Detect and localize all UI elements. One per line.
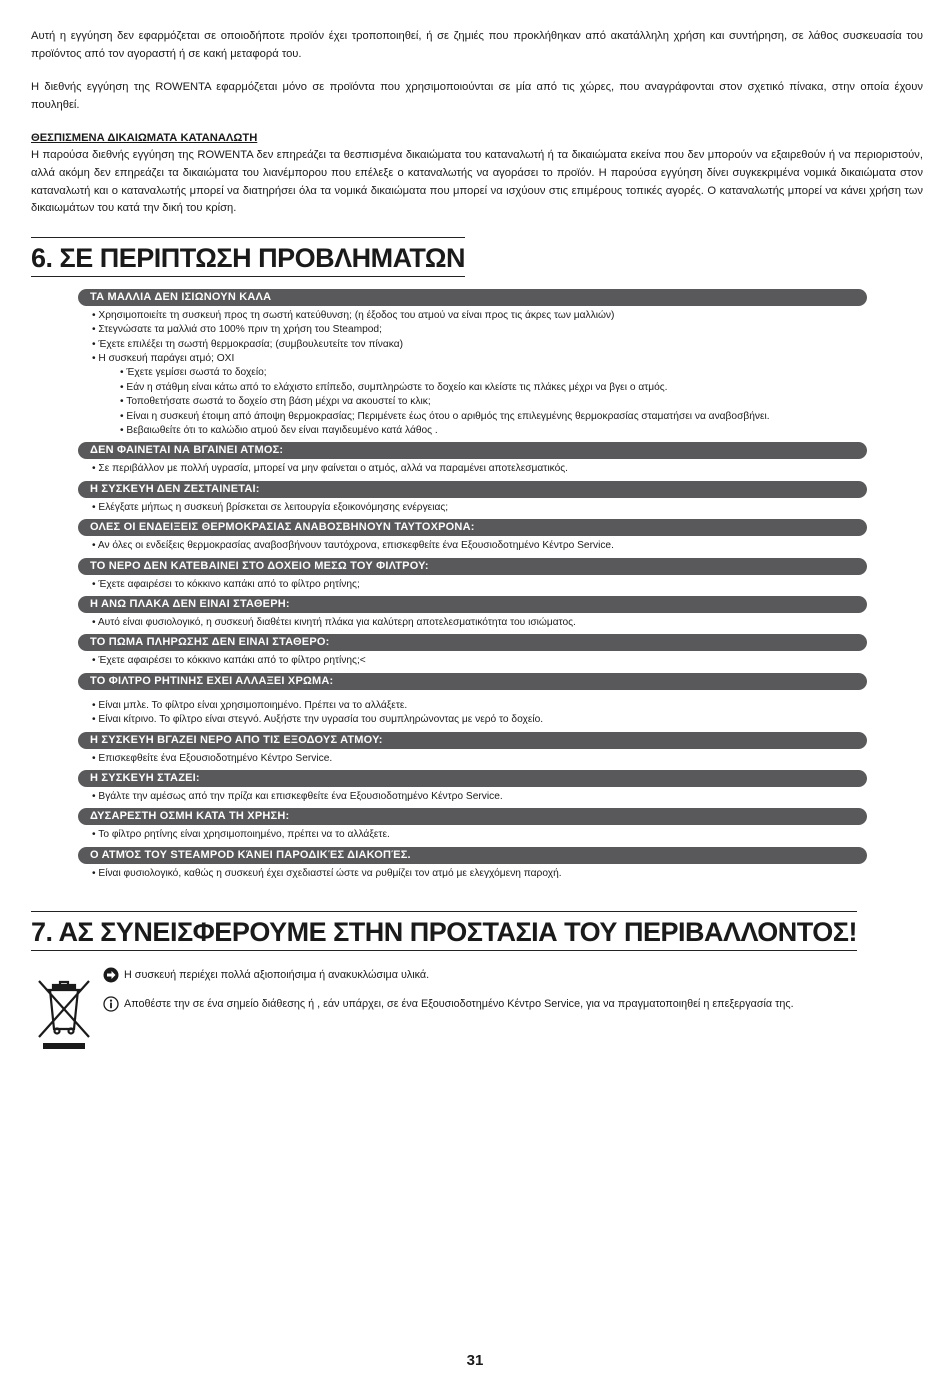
solution-list [78, 498, 867, 515]
solution-list [78, 306, 867, 367]
list-item: • Το φίλτρο ρητίνης είναι χρησιμοποιημένο, πρέπει να το αλλάξετε. [92, 828, 867, 842]
solution-list [78, 459, 867, 476]
list-item: • Είναι η συσκευή έτοιμη από άποψη θερμοκρασίας; Περιμένετε έως ότου ο αριθμός της επιλεγμένης θερμοκρασίας σταματήσει να αναβοσβήνει. [120, 410, 867, 424]
section-title: 7. ΑΣ ΣΥΝΕΙΣΦΕΡΟΥΜΕ ΣΤΗΝ ΠΡΟΣΤΑΣΙΑ ΤΟΥ ΠΕΡΙΒΑΛΛΟΝΤΟΣ! [31, 911, 857, 951]
list-item: • Είναι φυσιολογικό, καθώς η συσκευή έχει σχεδιαστεί ώστε να ρυθμίζει τον ατμό με ελεγχόμενη παροχή. [92, 867, 867, 881]
problem-heading: Η ΣΥΣΚΕΥΗ ΔΕΝ ΖΕΣΤΑΙΝΕΤΑΙ: [78, 481, 867, 498]
arrow-right-icon [103, 967, 119, 983]
solution-list [78, 749, 867, 766]
sub-solution-list [78, 366, 867, 438]
problem-heading: Η ΑΝΩ ΠΛΑΚΑ ΔΕΝ ΕΙΝΑΙ ΣΤΑΘΕΡΗ: [78, 596, 867, 613]
problem-heading: Η ΣΥΣΚΕΥΗ ΒΓΑΖΕΙ ΝΕΡΟ ΑΠΟ ΤΙΣ ΕΞΟΔΟΥΣ ΑΤΜΟΥ: [78, 732, 867, 749]
page-content [31, 28, 923, 1059]
list-item: • Είναι κίτρινο. Το φίλτρο είναι στεγνό. Αυξήστε την υγρασία του συμπληρώνοντας με νερό το δοχείο. [92, 713, 867, 727]
list-item: • Ελέγξατε μήπως η συσκευή βρίσκεται σε λειτουργία εξοικονόμησης ενέργειας; [92, 501, 867, 515]
list-item: • Έχετε αφαιρέσει το κόκκινο καπάκι από το φίλτρο ρητίνης;< [92, 654, 867, 668]
recycle-note [103, 967, 429, 983]
list-item: • Έχετε γεμίσει σωστά το δοχείο; [120, 366, 867, 380]
section-title: 6. ΣΕ ΠΕΡΙΠΤΩΣΗ ΠΡΟΒΛΗΜΑΤΩΝ [31, 237, 465, 277]
solution-list [78, 864, 867, 881]
list-item: • Τοποθετήσατε σωστά το δοχείο στη βάση μέχρι να ακουστεί το κλικ; [120, 395, 867, 409]
problem-heading: Η ΣΥΣΚΕΥΗ ΣΤΑΖΕΙ: [78, 770, 867, 787]
list-item: • Η συσκευή παράγει ατμό; ΟΧΙ [92, 352, 867, 366]
list-item: • Σε περιβάλλον με πολλή υγρασία, μπορεί να μην φαίνεται ο ατμός, αλλά να παραμένει αποτελεσματικός. [92, 462, 867, 476]
disposal-text: Αποθέστε την σε ένα σημείο διάθεσης ή , εάν υπάρχει, σε ένα Εξουσιοδοτημένο Κέντρο Service, για να πραγματοποιηθεί η επεξεργασία της. [124, 998, 794, 1011]
warranty-paragraph: Η διεθνής εγγύηση της ROWENTA εφαρμόζεται μόνο σε προϊόντα που χρησιμοποιούνται σε μία από τις χώρες, που αναγράφονται στον σχετικό πίνακα, στην οποία έχουν πουληθεί. [31, 81, 923, 111]
crossed-bin-icon [33, 971, 95, 1053]
problem-heading: ΟΛΕΣ ΟΙ ΕΝΔΕΙΞΕΙΣ ΘΕΡΜΟΚΡΑΣΙΑΣ ΑΝΑΒΟΣΒΗΝΟΥΝ ΤΑΥΤΟΧΡΟΝΑ: [78, 519, 867, 536]
list-item: • Χρησιμοποιείτε τη συσκευή προς τη σωστή κατεύθυνση; (η έξοδος του ατμού να είναι προς τις άκρες των μαλλιών) [92, 309, 867, 323]
solution-list [78, 787, 867, 804]
page-number: 31 [466, 1352, 484, 1369]
disposal-note [103, 996, 794, 1012]
list-item: • Αυτό είναι φυσιολογικό, η συσκευή διαθέτει κινητή πλάκα για καλύτερη αποτελεσματικότητα του ισιώματος. [92, 616, 867, 630]
list-item: • Αν όλες οι ενδείξεις θερμοκρασίας αναβοσβήνουν ταυτόχρονα, επισκεφθείτε ένα Εξουσιοδοτημένο Κέντρο Service. [92, 539, 867, 553]
problem-heading: Ο ΑΤΜΌΣ ΤΟΥ STEAMPOD ΚΆΝΕΙ ΠΑΡΟΔΙΚΈΣ ΔΙΑΚΟΠΈΣ. [78, 847, 867, 864]
problem-heading: ΔΕΝ ΦΑΙΝΕΤΑΙ ΝΑ ΒΓΑΙΝΕΙ ΑΤΜΟΣ: [78, 442, 867, 459]
list-item: • Είναι μπλε. Το φίλτρο είναι χρησιμοποιημένο. Πρέπει να το αλλάξετε. [92, 699, 867, 713]
list-item: • Στεγνώσατε τα μαλλιά στο 100% πριν τη χρήση του Steampod; [92, 323, 867, 337]
solution-list [78, 690, 867, 728]
problem-heading: ΤΑ ΜΑΛΛΙΑ ΔΕΝ ΙΣΙΩΝΟΥΝ ΚΑΛΑ [78, 289, 867, 306]
solution-list [78, 613, 867, 630]
list-item: • Βγάλτε την αμέσως από την πρίζα και επισκεφθείτε ένα Εξουσιοδοτημένο Κέντρο Service. [92, 790, 867, 804]
warranty-paragraph: Αυτή η εγγύηση δεν εφαρμόζεται σε οποιοδήποτε προϊόν έχει τροποποιηθεί, ή σε ζημιές που προκλήθηκαν από ακατάλληλη χρήση και συντήρηση, σε λάθος συσκευασία του προϊόντος από τον αγοραστή ή σε κακή μεταφορά του. [31, 30, 923, 60]
rights-heading: ΘΕΣΠΙΣΜΕΝΑ ΔΙΚΑΙΩΜΑΤΑ ΚΑΤΑΝΑΛΩΤΗ [31, 132, 258, 145]
list-item: • Έχετε επιλέξει τη σωστή θερμοκρασία; (συμβουλευτείτε τον πίνακα) [92, 338, 867, 352]
environment-block [31, 969, 923, 1059]
problem-heading: ΤΟ ΦΙΛΤΡΟ ΡΗΤΙΝΗΣ ΕΧΕΙ ΑΛΛΑΞΕΙ ΧΡΩΜΑ: [78, 673, 867, 690]
solution-list [78, 536, 867, 553]
info-icon [103, 996, 119, 1012]
problem-heading: ΔΥΣΑΡΕΣΤΗ ΟΣΜΗ ΚΑΤΑ ΤΗ ΧΡΗΣΗ: [78, 808, 867, 825]
problem-heading: ΤΟ ΝΕΡΟ ΔΕΝ ΚΑΤΕΒΑΙΝΕΙ ΣΤΟ ΔΟΧΕΙΟ ΜΕΣΩ ΤΟΥ ΦΙΛΤΡΟΥ: [78, 558, 867, 575]
solution-list [78, 575, 867, 592]
solution-list [78, 825, 867, 842]
list-item: • Επισκεφθείτε ένα Εξουσιοδοτημένο Κέντρο Service. [92, 752, 867, 766]
recycle-text: Η συσκευή περιέχει πολλά αξιοποιήσιμα ή ανακυκλώσιμα υλικά. [124, 969, 430, 982]
list-item: • Έχετε αφαιρέσει το κόκκινο καπάκι από το φίλτρο ρητίνης; [92, 578, 867, 592]
list-item: • Βεβαιωθείτε ότι το καλώδιο ατμού δεν είναι παγιδευμένο κατά λάθος . [120, 424, 867, 438]
problem-heading: ΤΟ ΠΩΜΑ ΠΛΗΡΩΣΗΣ ΔΕΝ ΕΙΝΑΙ ΣΤΑΘΕΡΟ: [78, 634, 867, 651]
troubleshooting-list [78, 289, 867, 882]
rights-paragraph: Η παρούσα διεθνής εγγύηση της ROWENTA δεν επηρεάζει τα θεσπισμένα δικαιώματα του καταναλωτή ή τα δικαιώματα εκείνα που δεν μπορούν να εξαιρεθούν ή να περιοριστούν, αλλά ακόμη δεν επηρεάζει τα δικαιώματα του λιανέμπορου που επέλεξε ο καταναλωτής να αγοράσει το προϊόν. Η παρούσα εγγύηση δίνει συγκεκριμένα νομικά δικαιώματα στον καταναλωτή και ο καταναλωτής μπορεί να διατηρήσει όλα τα νομικά δικαιώματα που μπορεί να ισχύουν στις επιμέρους τοπικές αγορές. Ο καταναλωτής μπορεί να κάνει χρήση των δικαιωμάτων του κατά την δική του κρίση. [31, 149, 923, 215]
list-item: • Εάν η στάθμη είναι κάτω από το ελάχιστο επίπεδο, συμπληρώστε το δοχείο και κλείστε τις πλάκες μέχρι να βγει ο ατμός. [120, 381, 867, 395]
solution-list [78, 651, 867, 668]
